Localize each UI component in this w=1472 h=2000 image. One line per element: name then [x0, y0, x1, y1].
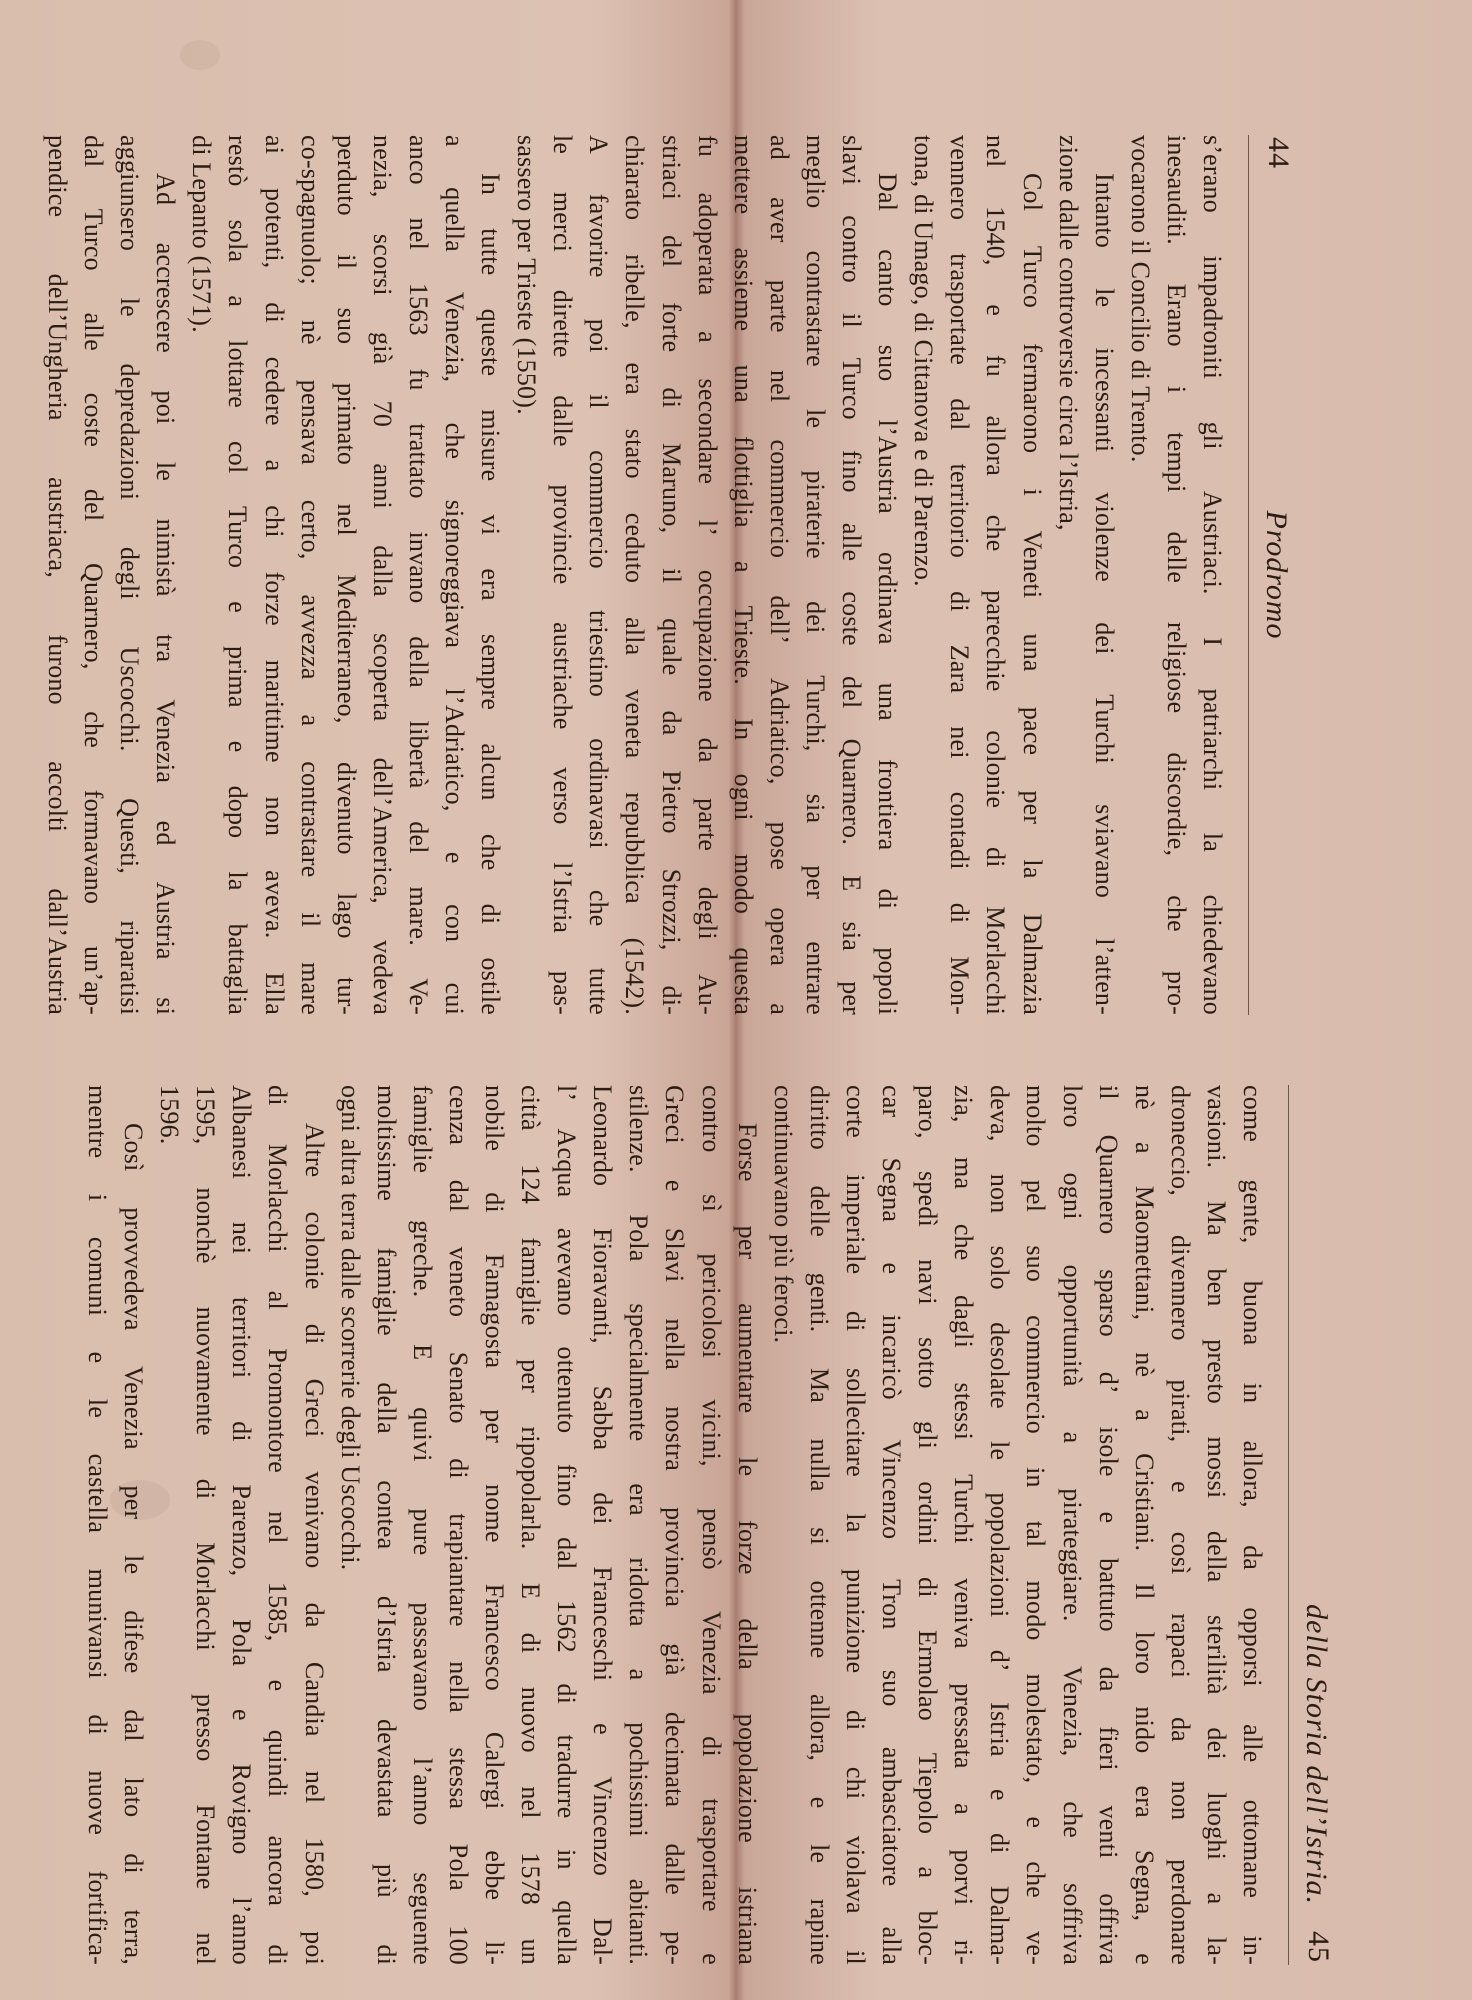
text-line: Dal canto suo l’Austria ordinava una frontiera di popoli [873, 173, 903, 1015]
text-line: continuavano più feroci. [768, 1085, 798, 1344]
running-head [1288, 1085, 1335, 1965]
running-head-title: della Storia dell’Istria. [1300, 1604, 1333, 1905]
text-line: loro ogni opportunità a pirateggiare. Venezia, che soffriva [1057, 1085, 1087, 1965]
text-line: vasioni. Ma ben presto mossi della sterilità dei luoghi a la- [1201, 1085, 1231, 1965]
text-line: famiglie greche. E quivi pure passavano l’anno seguente [407, 1085, 437, 1965]
page-number: 45 [1302, 1931, 1335, 1963]
right-page [55, 1085, 1335, 1965]
text-line: 1596. [155, 1085, 185, 1145]
text-line: vennero trasportate dal territorio di Zara nei contadi di Mon- [945, 135, 975, 1015]
text-line: zione dalle controversie circa l’Istria, [1053, 135, 1083, 531]
text-line: chiarato ribelle, era stato ceduto alla veneta repubblica (1542). [620, 135, 650, 1015]
text-line: striaci del forte di Maruno, il quale da Pietro Strozzi, di- [656, 135, 686, 1015]
text-line: anco nel 1563 fu trattato invano della libertà del mare. Ve- [403, 135, 433, 1015]
text-line: ai potenti, di cedere a chi forze marittime non aveva. Ella [259, 135, 289, 1015]
text-line: fu adoperata a secondare l’ occupazione da parte degli Au- [692, 135, 722, 1015]
text-line: Leonardo Fioravanti, Sabba dei Franceschi e Vincenzo Dal- [588, 1085, 618, 1965]
text-line: Albanesi nei territori di Parenzo, Pola e Rovigno l’anno [227, 1085, 257, 1965]
text-line: tona, di Umago, di Cittanova e di Parenzo. [909, 135, 939, 587]
text-line: vocarono il Concilio di Trento. [1125, 135, 1155, 463]
text-line: l’ Acqua avevano ottenuto fino dal 1562 di tradurre in quella [552, 1085, 582, 1965]
text-line: co-spagnuolo; nè pensava certo, avvezza a contrastare il mare [295, 135, 325, 1015]
text-line: slavi contro il Turco fino alle coste del Quarnero. E sia per [837, 135, 867, 1015]
text-line: Ad accrescere poi le nimistà tra Venezia ed Austria si [151, 173, 181, 1015]
text-line: nè a Maomettani, nè a Cristiani. Il loro nido era Segna, e [1129, 1085, 1159, 1965]
text-line: deva, non solo desolate le popolazioni d’ Istria e di Dalma- [985, 1085, 1015, 1965]
paper-stain [180, 40, 220, 70]
text-line: zia, ma che dagli stessi Turchi veniva pressata a porvi ri- [949, 1085, 979, 1965]
text-line: le merci dirette dalle provincie austriache verso l’Istria pas- [548, 135, 578, 1015]
text-line: ad aver parte nel commercio dell’ Adriatico, pose opera a [764, 135, 794, 1015]
text-line: di Morlacchi al Promontore nel 1585, e quindi ancora di [263, 1085, 293, 1965]
text-line: nezia, scorsi già 70 anni dalla scoperta dell’America, vedeva [367, 135, 397, 1015]
text-line: città 124 famiglie per ripopolarla. E di nuovo nel 1578 un [516, 1085, 546, 1965]
running-head [1248, 135, 1295, 1015]
text-line: a quella Venezia, che signoreggiava l’Adriatico, e con cui [440, 135, 470, 1015]
text-line: meglio contrastare le piraterie dei Turchi, sia per entrare [800, 135, 830, 1015]
text-line: dal Turco alle coste del Quarnero, che formavano un’ap- [79, 135, 109, 1015]
text-line: cenza dal veneto Senato di trapiantare nella stessa Pola 100 [443, 1085, 473, 1965]
text-line: Intanto le incessanti violenze dei Turchi sviavano l’atten- [1089, 173, 1119, 1015]
text-line: aggiunsero le depredazioni degli Uscocchi. Questi, riparatisi [115, 135, 145, 1015]
text-line: Altre colonie di Greci venivano da Candia nel 1580, poi [299, 1123, 329, 1965]
text-line: diritto delle genti. Ma nulla si ottenne allora, e le rapine [804, 1085, 834, 1965]
text-line: 1595, nonchè nuovamente di Morlacchi presso Fontane nel [191, 1085, 221, 1965]
text-line: nel 1540, e fu allora che parecchie colonie di Morlacchi [981, 135, 1011, 1015]
text-line: Greci e Slavi nella nostra provincia già decimata dalle pe- [660, 1085, 690, 1965]
running-head-title: Prodromo [1260, 510, 1293, 640]
text-line: contro sì pericolosi vicini, pensò Venezia di trasportare e [696, 1085, 726, 1965]
text-line: inesauditi. Erano i tempi delle religiose discordie, che pro- [1161, 135, 1191, 1015]
text-line: A favorire poi il commercio triestino ordinavasi che tutte [584, 135, 614, 1015]
text-line: mettere assieme una flottiglia a Trieste. In ogni modo questa [728, 135, 758, 1015]
text-line: corte imperiale di sollecitare la punizione di chi violava il [840, 1085, 870, 1965]
text-line: droneccio, divennero pirati, e così rapaci da non perdonare [1165, 1085, 1195, 1965]
page-body-text [79, 1085, 1270, 1965]
text-line: sassero per Trieste (1550). [512, 135, 542, 415]
text-line: come gente, buona in allora, da opporsi alle ottomane in- [1238, 1085, 1267, 1965]
text-line: il Quarnero sparso d’ isole e battuto da fieri venti offriva [1093, 1085, 1123, 1965]
text-line: Forse per aumentare le forze della popolazione istriana [732, 1123, 762, 1965]
text-line: mentre i comuni e le castella munivansi di nuove fortifica- [83, 1085, 112, 1965]
page-number: 44 [1262, 137, 1295, 169]
page-body-text [39, 135, 1230, 1015]
text-line: restò sola a lottare col Turco e prima e dopo la battaglia [223, 135, 253, 1015]
text-line: di Lepanto (1571). [187, 135, 217, 333]
text-line: paro, spedì navi sotto gli ordini di Ermolao Tiepolo a bloc- [913, 1085, 943, 1965]
text-line: car Segna e incaricò Vincenzo Tron suo ambasciatore alla [877, 1085, 907, 1965]
text-line: pendice dell’Ungheria austriaca, furono accolti dall’Austria [43, 135, 72, 1015]
text-line: ogni altra terra dalle scorrerie degli Uscocchi. [335, 1085, 365, 1571]
text-line: nobile di Famagosta per nome Francesco Calergi ebbe li- [480, 1085, 510, 1965]
text-line: Così provvedeva Venezia per le difese dal lato di terra, [119, 1123, 149, 1965]
text-line: molto pel suo commercio in tal modo molestato, e che ve- [1021, 1085, 1051, 1965]
text-line: Col Turco fermarono i Veneti una pace per la Dalmazia [1017, 173, 1047, 1015]
text-line: stilenze. Pola specialmente era ridotta a pochissimi abitanti. [624, 1085, 654, 1965]
text-line: moltissime famiglie della contea d’Istria devastata più di [371, 1085, 401, 1965]
text-line: s’erano impadroniti gli Austriaci. I patriarchi la chiedevano [1198, 135, 1227, 1015]
text-line: In tutte queste misure vi era sempre alcun che di ostile [476, 173, 506, 1015]
text-line: perduto il suo primato nel Mediterraneo, divenuto lago tur- [331, 135, 361, 1015]
left-page [15, 135, 1295, 1015]
